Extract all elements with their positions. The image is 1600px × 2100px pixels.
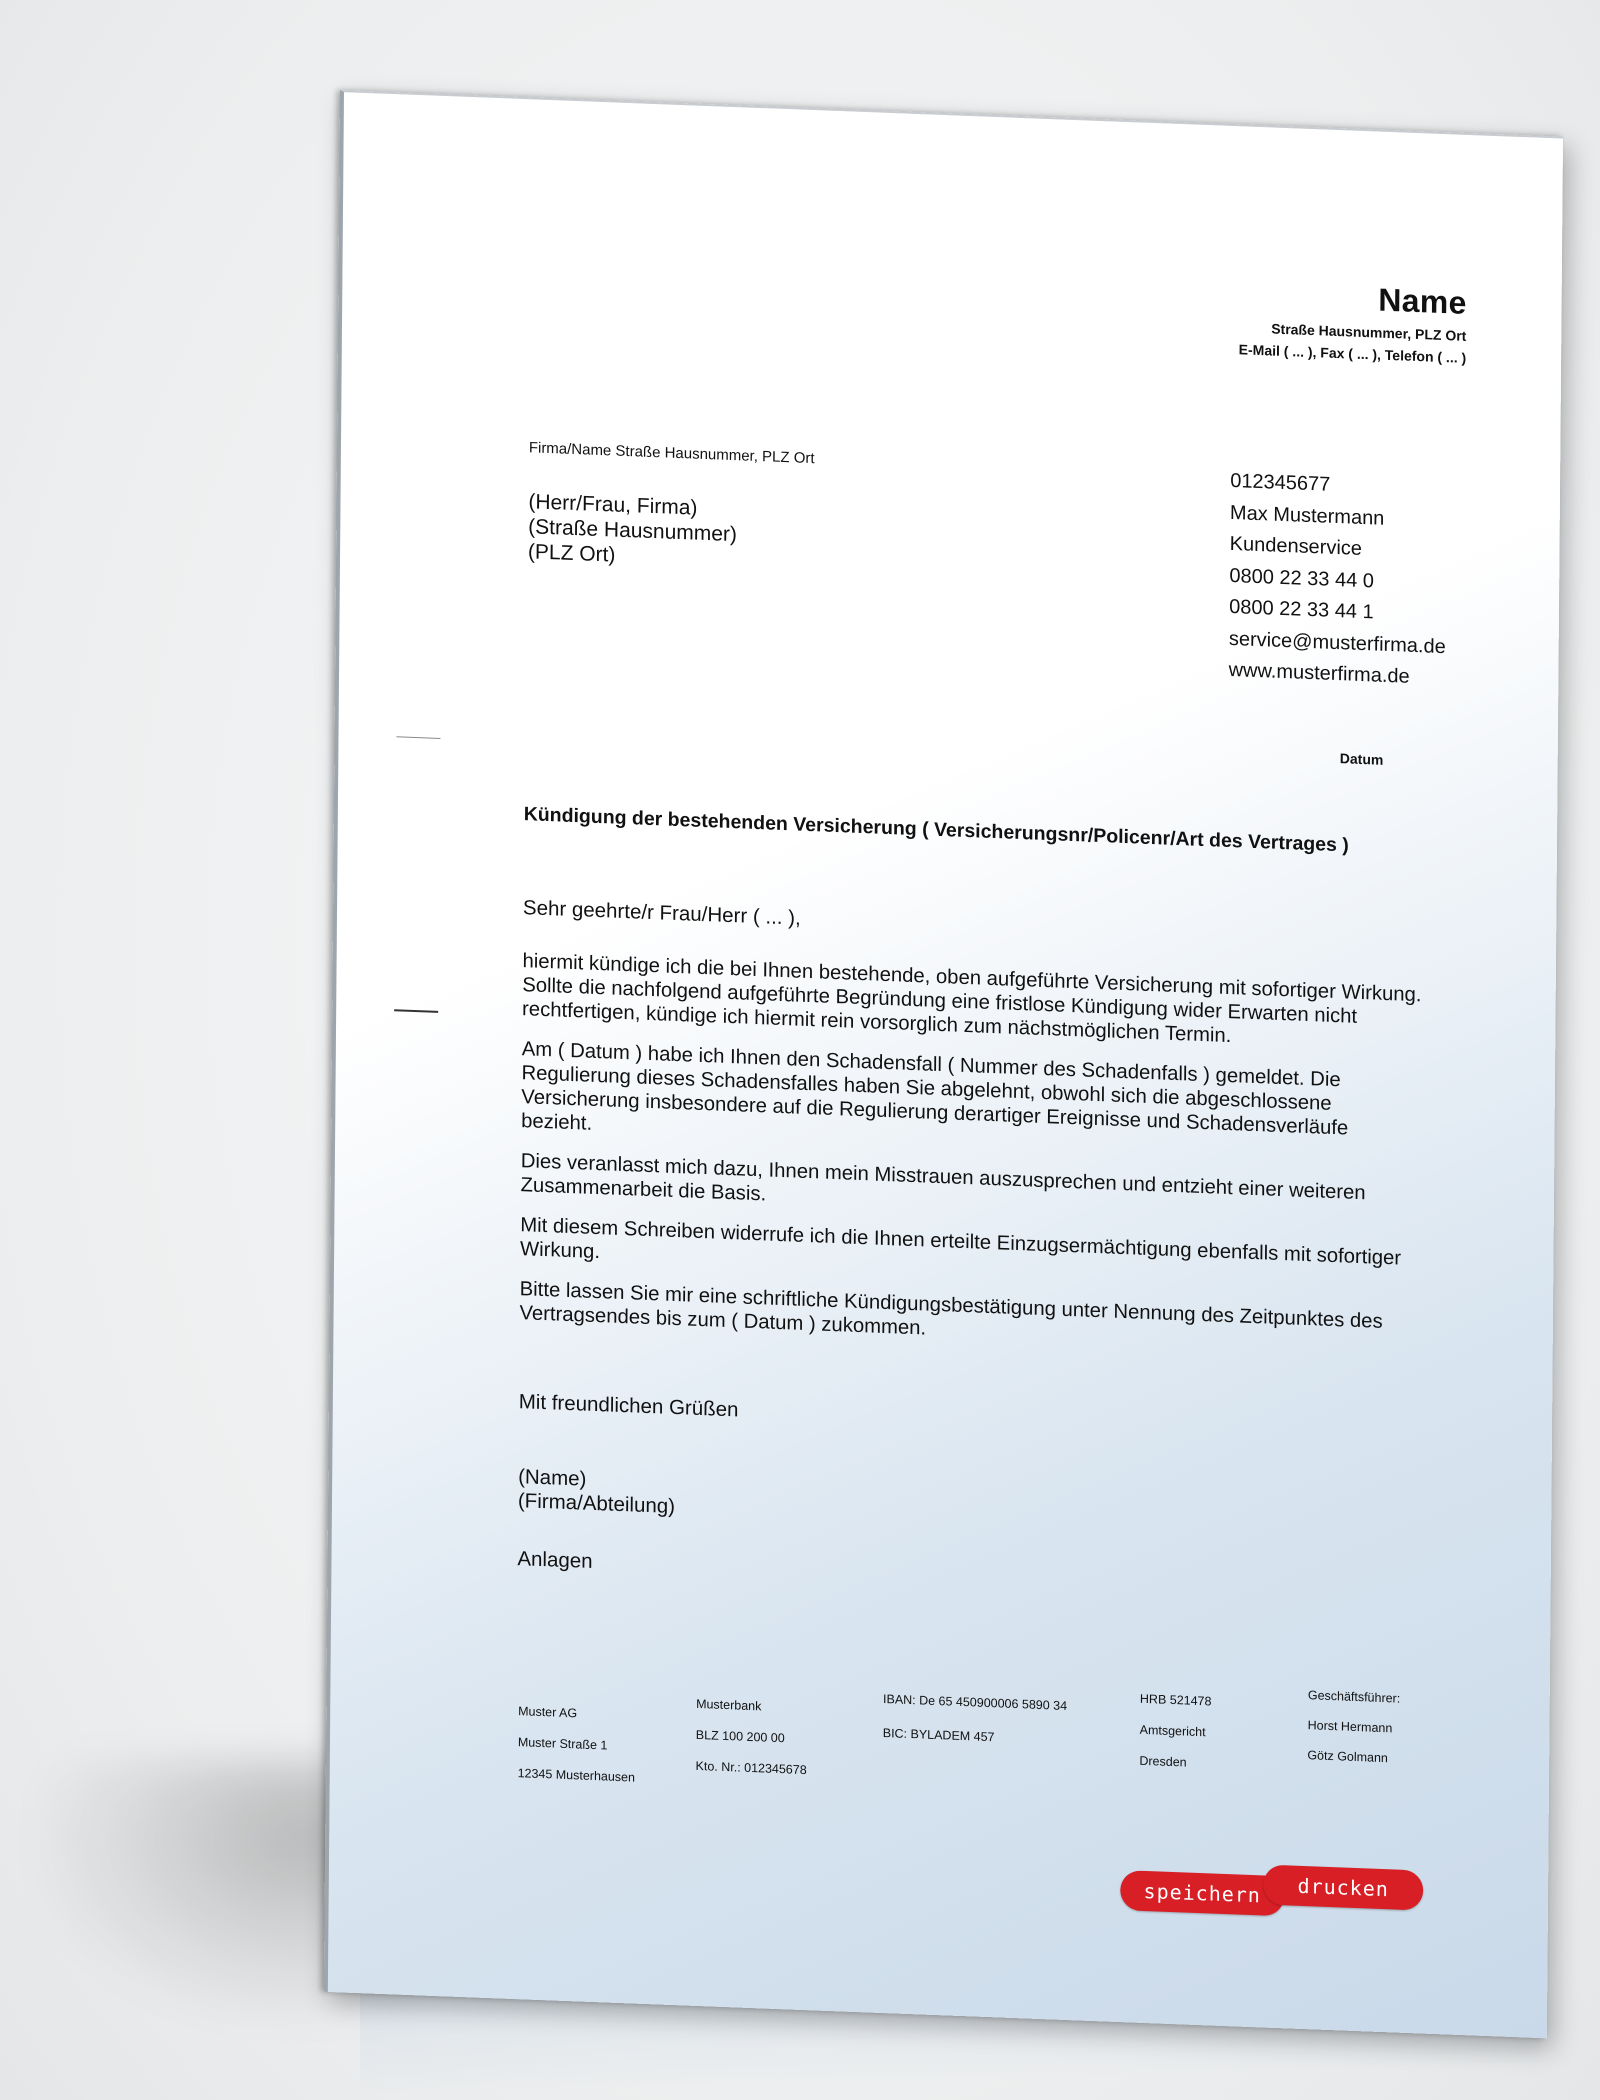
footer-line: Götz Golmann [1307, 1748, 1388, 1766]
body-paragraph: Mit diesem Schreiben widerrufe ich die Ihnen erteilte Einzugsermächtigung ebenfalls mit sofortiger Wirkung. [519, 1214, 1402, 1270]
body-paragraph: Am ( Datum ) habe ich Ihnen den Schadensfall ( Nummer des Schadenfalls ) gemeldet. Die Regulierung dieses Schadensfalles haben Sie abgelehnt, obwohl sich die abgeschlossene Versicherung insbesondere auf die Regulierung derartiger Ereignisse und Schadensverläufe bezieht. [521, 1038, 1349, 1140]
date-label: Datum [1339, 750, 1384, 768]
letter-subject: Kündigung der bestehenden Versicherung ( Versicherungsnr/Policenr/Art des Vertrages ) [523, 803, 1349, 857]
footer-management [1307, 1680, 1400, 1774]
body-paragraph: Bitte lassen Sie mir eine schriftliche Kündigungsbestätigung unter Nennung des Zeitpunktes des Vertragsendes bis zum ( Datum ) zukommen. [519, 1278, 1383, 1340]
recipient-line: (PLZ Ort) [527, 540, 616, 567]
contact-website: www.musterfirma.de [1228, 658, 1410, 688]
recipient-address [528, 489, 737, 572]
footer-line: Dresden [1139, 1753, 1187, 1770]
signature-block [518, 1465, 676, 1519]
sender-contact: E-Mail ( ... ), Fax ( ... ), Telefon ( ... ) [1238, 341, 1467, 366]
recipient-line: (Straße Hausnummer) [528, 515, 738, 547]
body-paragraph: hiermit kündige ich die bei Ihnen bestehende, oben aufgeführte Versicherung mit sofortiger Wirkung. Sollte die nachfolgend aufgeführte Begründung eine fristlose Kündigung wider Erwarten nicht rechtfertigen, kündige ich hiermit rein vorsorglich zum nächstmöglichen Termin. [522, 950, 1422, 1048]
enclosures-label: Anlagen [517, 1547, 593, 1573]
footer-bank [695, 1689, 807, 1786]
sender-block [1239, 276, 1467, 366]
print-button[interactable]: drucken [1263, 1865, 1423, 1911]
recipient-line: (Herr/Frau, Firma) [528, 490, 698, 520]
salutation: Sehr geehrte/r Frau/Herr ( ... ), [522, 896, 801, 930]
contact-phone: 0800 22 33 44 0 [1229, 564, 1375, 592]
contact-fax: 0800 22 33 44 1 [1229, 595, 1374, 624]
punch-mark [394, 1009, 438, 1013]
footer-line: Muster AG [518, 1704, 578, 1721]
footer-line: IBAN: De 65 450900006 5890 34 [882, 1692, 1068, 1714]
footer-line: Kto. Nr.: 012345678 [695, 1758, 807, 1778]
reference-number: 012345677 [1230, 469, 1331, 496]
footer-iban [883, 1682, 1068, 1757]
save-button[interactable]: speichern [1120, 1870, 1284, 1916]
letter-body [519, 949, 1422, 1375]
footer-line: Amtsgericht [1139, 1722, 1206, 1740]
footer-line: BIC: BYLADEM 457 [882, 1726, 995, 1745]
footer-line: Muster Straße 1 [517, 1735, 608, 1753]
signature-name: (Name) [518, 1465, 587, 1491]
footer-company [517, 1696, 635, 1793]
footer-line: Horst Hermann [1307, 1718, 1393, 1736]
contact-email: service@musterfirma.de [1228, 627, 1446, 658]
sender-name: Name [1378, 281, 1467, 321]
letter-footer [517, 1674, 1447, 1849]
return-address: Firma/Name Straße Hausnummer, PLZ Ort [528, 439, 815, 468]
body-paragraph: Dies veranlasst mich dazu, Ihnen mein Misstrauen auszusprechen und entzieht einer weiteren Zusammenarbeit die Basis. [520, 1150, 1366, 1206]
closing-phrase: Mit freundlichen Grüßen [518, 1390, 739, 1422]
fold-mark [396, 736, 440, 739]
footer-line: Musterbank [696, 1696, 762, 1714]
letter-page [324, 90, 1563, 2038]
footer-line: BLZ 100 200 00 [695, 1727, 785, 1746]
footer-line: 12345 Musterhausen [517, 1766, 636, 1785]
footer-line: HRB 521478 [1139, 1691, 1212, 1709]
footer-line: Geschäftsführer: [1307, 1688, 1401, 1706]
contact-info-block [1229, 466, 1448, 695]
footer-register [1139, 1684, 1211, 1780]
contact-person: Max Mustermann [1229, 501, 1385, 530]
sender-address: Straße Hausnummer, PLZ Ort [1271, 320, 1467, 344]
signature-department: (Firma/Abteilung) [517, 1489, 676, 1519]
contact-department: Kundenservice [1229, 532, 1363, 560]
